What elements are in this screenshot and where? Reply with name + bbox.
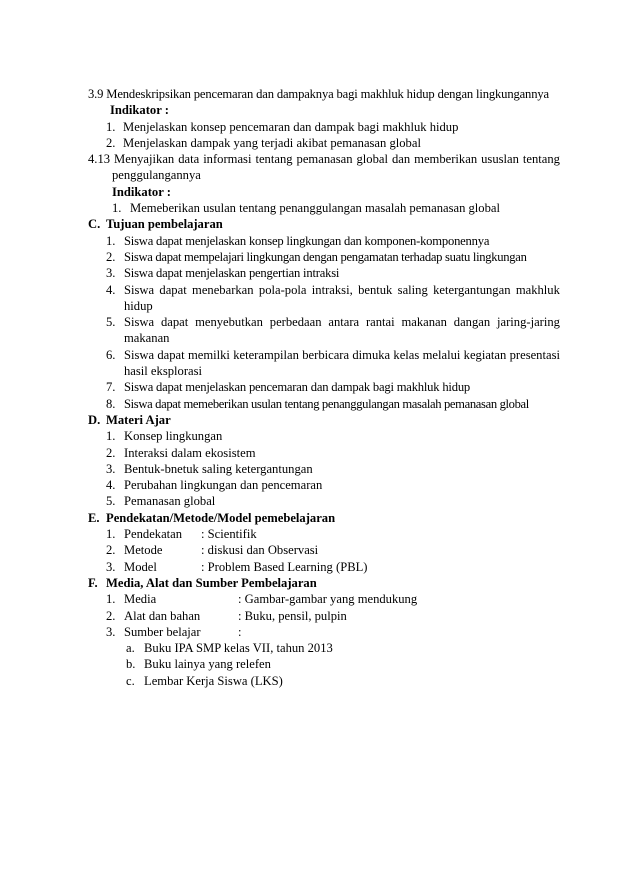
section-title: Media, Alat dan Sumber Pembelajaran (106, 575, 317, 590)
word: pemanasan (296, 152, 353, 167)
item-number: 1. (106, 527, 116, 542)
word: kegiatan (463, 347, 507, 362)
word: dapat (160, 315, 189, 330)
section-e-heading (0, 510, 638, 526)
item-text: hidup (124, 298, 153, 313)
list-item (0, 396, 638, 412)
kd-3-9-line (0, 86, 638, 102)
item-value: : Problem Based Learning (PBL) (201, 559, 368, 574)
word: Siswa (124, 347, 155, 362)
list-item (0, 542, 638, 558)
item-value: : Scientifik (201, 527, 257, 542)
section-f-heading (0, 575, 638, 591)
kd-3-9-text: 3.9 Mendeskripsikan pencemaran dan dampaknya bagi makhluk hidup dengan lingkungannya (88, 87, 549, 101)
item-number: 4. (106, 282, 116, 297)
sub-item-letter: b. (126, 657, 136, 672)
word: dan (391, 152, 411, 167)
word: rantai (365, 315, 395, 330)
list-item (0, 282, 638, 298)
section-c-heading (0, 216, 638, 232)
word: dapat (157, 347, 185, 362)
word: perbedaan (269, 315, 322, 330)
item-number: 2. (106, 249, 116, 264)
item-text: Memeberikan usulan tentang penanggulangan masalah pemanasan global (130, 201, 500, 216)
item-text: Siswa dapat memeberikan usulan tentang penanggulangan masalah pemanasan global (124, 396, 529, 411)
indikator-label: Indikator : (112, 184, 171, 199)
item-number: 2. (106, 543, 116, 558)
list-item (0, 461, 638, 477)
item-number: 4. (106, 478, 116, 493)
list-item (0, 119, 638, 135)
item-number: 8. (106, 396, 116, 411)
item-label: Media (124, 592, 157, 607)
word: informasi (203, 152, 252, 167)
sub-list-item (0, 640, 638, 656)
word: tentang (255, 152, 293, 167)
section-title: Pendekatan/Metode/Model pemebelajaran (106, 510, 336, 525)
word: presentasi (509, 347, 560, 362)
item-number: 5. (106, 494, 116, 509)
item-text: Siswa dapat mempelajari lingkungan dengan pengamatan terhadap suatu lingkungan (124, 249, 527, 264)
list-item (0, 265, 638, 281)
word: makanan (401, 315, 447, 330)
sub-item-letter: c. (126, 673, 135, 688)
item-number: 3. (106, 624, 116, 639)
word: memilki (187, 347, 230, 362)
word: menebarkan (192, 282, 254, 297)
list-item (0, 559, 638, 575)
word: antara (328, 315, 360, 330)
item-text: Siswa dapat menjelaskan pengertian intraksi (124, 266, 340, 281)
section-d-heading (0, 412, 638, 428)
word: berbicara (302, 347, 350, 362)
item-text: Perubahan lingkungan dan pencemaran (124, 478, 323, 493)
item-label: Model (124, 559, 157, 574)
indikator-label: Indikator : (110, 103, 169, 118)
sub-item-text: Buku IPA SMP kelas VII, tahun 2013 (144, 641, 333, 656)
item-number: 5. (106, 315, 116, 330)
item-text (124, 314, 560, 330)
list-item (0, 200, 638, 216)
list-item (0, 135, 638, 151)
item-text: Menjelaskan konsep pencemaran dan dampak bagi makhluk hidup (123, 119, 459, 134)
section-letter: C. (88, 217, 101, 232)
item-number: 2. (106, 608, 116, 623)
item-label: Metode (124, 543, 163, 558)
item-number: 3. (106, 559, 116, 574)
item-number: 3. (106, 461, 116, 476)
item-number: 2. (106, 135, 116, 150)
list-item-continuation (0, 298, 638, 314)
list-item-continuation (0, 330, 638, 346)
kd-4-13-line (0, 151, 638, 167)
item-number: 1. (106, 119, 116, 134)
word: melalui (422, 347, 461, 362)
item-value: : diskusi dan Observasi (201, 543, 319, 558)
word: Siswa (124, 282, 155, 297)
item-text: Interaksi dalam ekosistem (124, 445, 256, 460)
list-item (0, 591, 638, 607)
word: keterampilan (233, 347, 299, 362)
sub-list-item (0, 656, 638, 672)
list-item (0, 608, 638, 624)
list-item (0, 428, 638, 444)
list-item (0, 445, 638, 461)
word: 4.13 (88, 152, 111, 167)
section-title: Tujuan pembelajaran (106, 217, 223, 232)
list-item-continuation (0, 363, 638, 379)
section-letter: D. (88, 412, 101, 427)
item-value: : (238, 624, 242, 639)
document-content (0, 86, 638, 689)
word: jaring-jaring (497, 315, 560, 330)
word: dimuka (352, 347, 391, 362)
list-item (0, 493, 638, 509)
list-item (0, 249, 638, 265)
section-letter: E. (88, 510, 100, 525)
sub-list-item (0, 673, 638, 689)
word: memberikan (414, 152, 478, 167)
kd-4-13-line2 (0, 167, 638, 183)
item-text: Pemanasan global (124, 494, 216, 509)
word: makhluk (515, 282, 560, 297)
list-item (0, 624, 638, 640)
word: intraksi, (311, 282, 353, 297)
item-number: 1. (106, 429, 116, 444)
sub-item-letter: a. (126, 641, 135, 656)
word: ketergantungan (433, 282, 511, 297)
list-item (0, 347, 638, 363)
item-label: Pendekatan (124, 527, 183, 542)
kd-4-13-indikator (0, 184, 638, 200)
word: menyebutkan (195, 315, 263, 330)
section-title: Materi Ajar (106, 412, 171, 427)
item-text: Menjelaskan dampak yang terjadi akibat pemanasan global (123, 135, 421, 150)
list-item (0, 314, 638, 330)
item-text: Konsep lingkungan (124, 429, 223, 444)
item-number: 2. (106, 445, 116, 460)
item-text: makanan (124, 331, 170, 346)
item-number: 1. (106, 233, 116, 248)
item-text: hasil eksplorasi (124, 364, 202, 379)
kd-4-13-text (88, 151, 560, 167)
word: pola-pola (258, 282, 307, 297)
item-text (124, 282, 560, 298)
word: saling (397, 282, 428, 297)
item-label: Alat dan bahan (124, 608, 201, 623)
item-number: 1. (112, 201, 122, 216)
word: Menyajikan (114, 152, 175, 167)
word: dangan (453, 315, 491, 330)
word: global (356, 152, 388, 167)
list-item (0, 379, 638, 395)
item-text: Bentuk-bnetuk saling ketergantungan (124, 461, 313, 476)
item-value: : Gambar-gambar yang mendukung (238, 592, 418, 607)
kd-4-13-continuation: penggulangannya (112, 168, 201, 183)
sub-item-text: Buku lainya yang relefen (144, 657, 271, 672)
list-item (0, 477, 638, 493)
list-item (0, 233, 638, 249)
word: Siswa (124, 315, 155, 330)
word: kelas (393, 347, 420, 362)
word: data (178, 152, 200, 167)
item-label: Sumber belajar (124, 624, 201, 639)
item-text: Siswa dapat menjelaskan pencemaran dan dampak bagi makhluk hidup (124, 380, 471, 395)
item-value: : Buku, pensil, pulpin (238, 608, 347, 623)
kd-3-9-indikator (0, 102, 638, 118)
item-number: 1. (106, 592, 116, 607)
section-letter: F. (88, 575, 98, 590)
item-number: 7. (106, 380, 116, 395)
item-number: 6. (106, 347, 116, 362)
word: ususlan (481, 152, 519, 167)
item-text (124, 347, 560, 363)
word: dapat (159, 282, 187, 297)
word: tentang (522, 152, 560, 167)
word: bentuk (358, 282, 393, 297)
sub-item-text: Lembar Kerja Siswa (LKS) (144, 673, 283, 688)
list-item (0, 526, 638, 542)
item-text: Siswa dapat menjelaskan konsep lingkungan dan komponen-komponennya (124, 233, 490, 248)
item-number: 3. (106, 266, 116, 281)
